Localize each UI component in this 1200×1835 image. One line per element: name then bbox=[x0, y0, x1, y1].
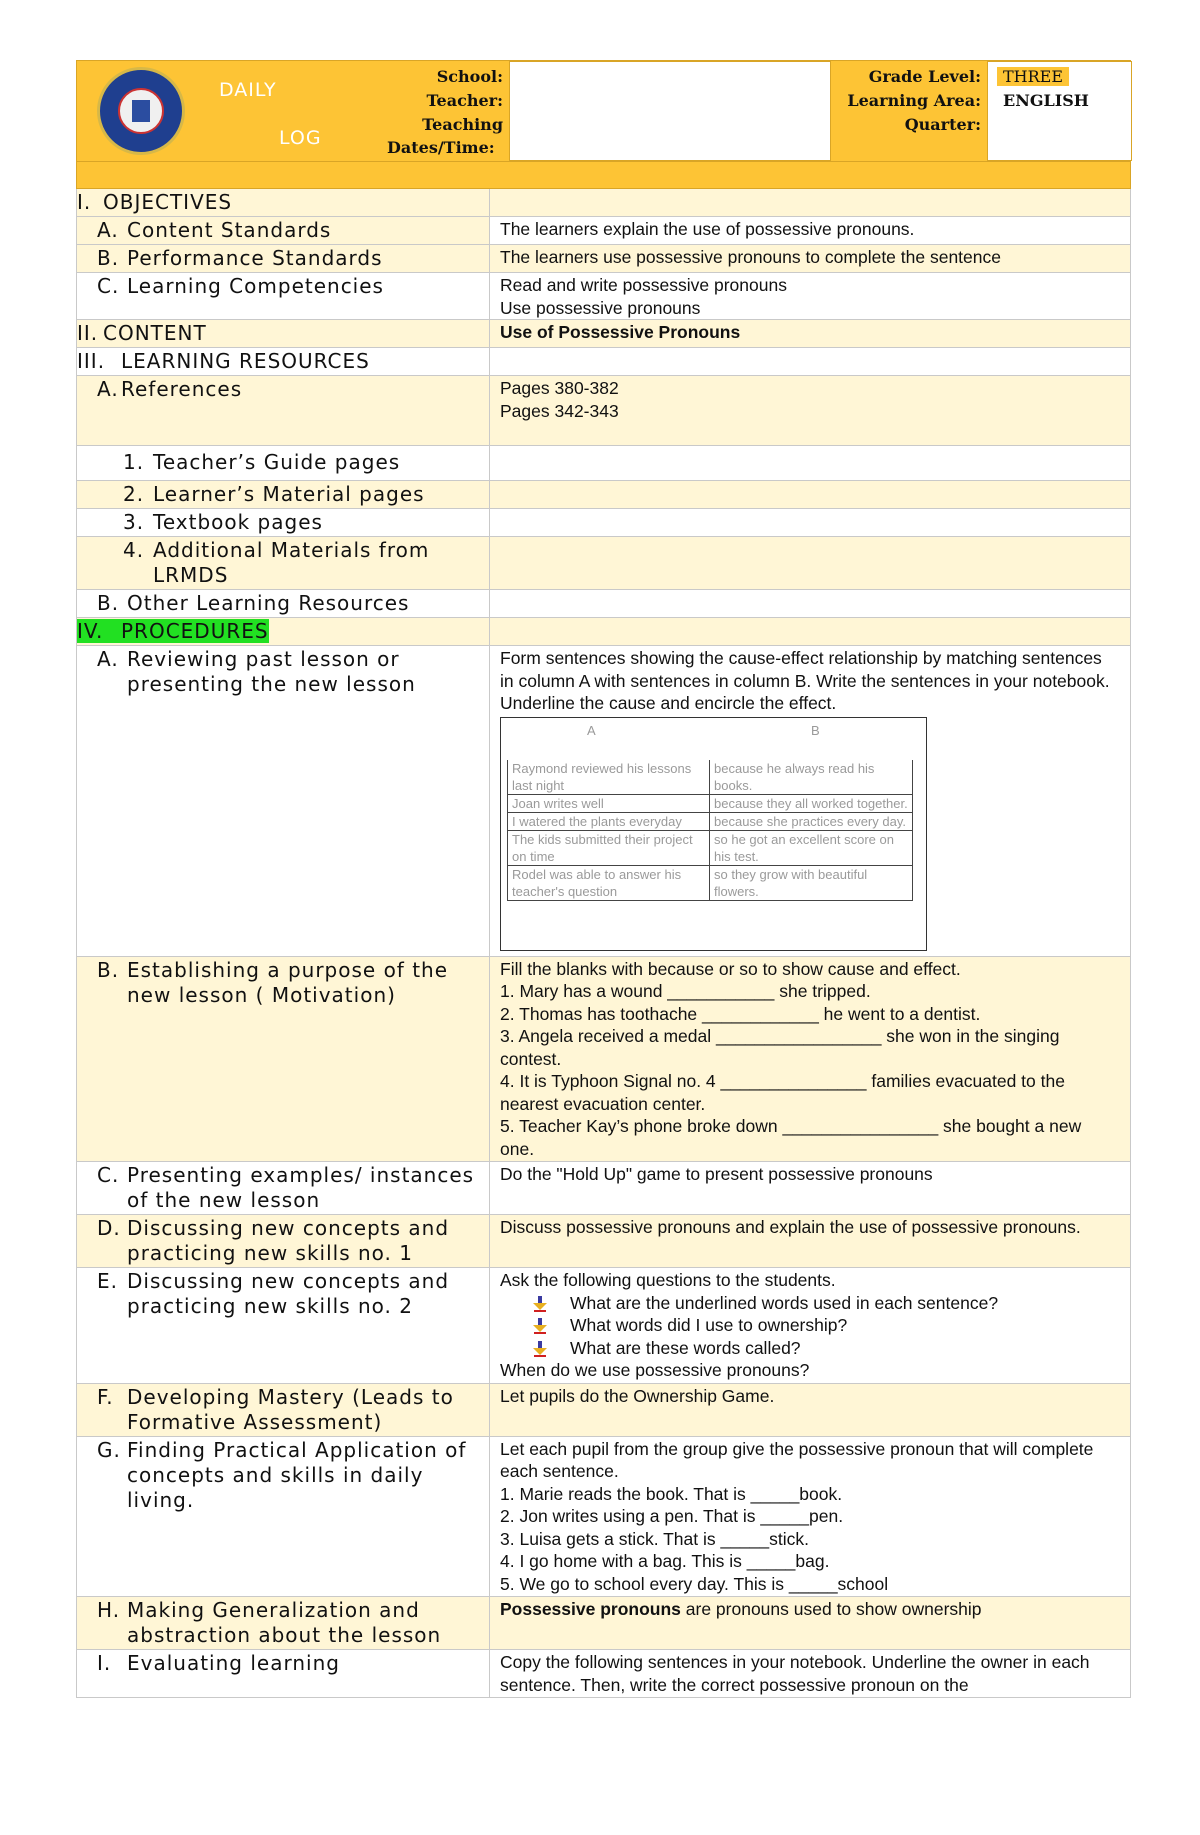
procedure-i-row bbox=[76, 1650, 1131, 1698]
cause-cell: Joan writes well bbox=[508, 795, 710, 812]
performance-standards-row bbox=[76, 245, 1131, 273]
procedure-b-content: Fill the blanks with because or so to show cause and effect. 1. Mary has a wound ___________ she tripped. 2. Thomas has toothache ____________ he went to a dentist. 3. Angela received a medal _________________ she won in the singing contest. 4. It is Typhoon Signal no. 4 _______________ families evacuated to the nearest evacuation center. 5. Teacher Kay’s phone broke down ________________ she bought a new one. bbox=[490, 957, 1131, 1162]
procedure-h-label: H. Making Generalization and abstraction about the lesson bbox=[76, 1597, 490, 1649]
procedure-b-row bbox=[76, 957, 1131, 1163]
other-resources-label: B. Other Learning Resources bbox=[76, 590, 490, 617]
references-label: A. References bbox=[76, 376, 490, 445]
additional-materials-row bbox=[76, 537, 1131, 590]
cause-effect-grid bbox=[507, 760, 913, 901]
objectives-heading: I. OBJECTIVES bbox=[76, 189, 490, 216]
learning-competencies-value: Read and write possessive pronouns Use possessive pronouns bbox=[490, 273, 1131, 319]
log-title: LOG bbox=[279, 127, 322, 149]
effect-cell: so they grow with beautiful flowers. bbox=[714, 866, 868, 899]
content-standards-value: The learners explain the use of possessive pronouns. bbox=[490, 217, 1131, 244]
cause-cell: The kids submitted their project on time bbox=[508, 831, 710, 865]
additional-materials-label: 4. Additional Materials from LRMDS bbox=[76, 537, 490, 589]
procedure-a-row bbox=[76, 646, 1131, 957]
grade-level-label: Grade Level: bbox=[868, 67, 981, 86]
procedures-heading: IV. PROCEDURES bbox=[76, 618, 490, 645]
school-label: School: bbox=[436, 67, 503, 86]
grade-level-value: THREE bbox=[997, 67, 1069, 86]
procedure-d-text: Discuss possessive pronouns and explain the use of possessive pronouns. bbox=[490, 1215, 1131, 1267]
effect-cell: because they all worked together. bbox=[714, 795, 908, 811]
cause-effect-row bbox=[508, 760, 912, 795]
question-bullet: What words did I use to ownership? bbox=[500, 1314, 1120, 1337]
content-standards-row bbox=[76, 217, 1131, 245]
teachers-guide-row bbox=[76, 446, 1131, 481]
procedures-row bbox=[76, 618, 1131, 646]
dates-label-2: Dates/Time: bbox=[387, 138, 495, 157]
procedure-i-label: I. Evaluating learning bbox=[76, 1650, 490, 1697]
procedure-e-row bbox=[76, 1268, 1131, 1384]
learning-area-label: Learning Area: bbox=[847, 91, 981, 110]
procedure-a-text: Form sentences showing the cause-effect relationship by matching sentences in column A with sentences in column B. Write the sentences in your notebook. Underline the cause and encircle the effect. bbox=[500, 648, 1110, 713]
learning-resources-row bbox=[76, 348, 1131, 376]
procedure-a-content bbox=[490, 646, 1131, 956]
references-value: Pages 380-382 Pages 342-343 bbox=[490, 376, 1131, 445]
procedure-h-text: Possessive pronouns are pronouns used to show ownership bbox=[490, 1597, 1131, 1649]
procedure-d-label: D. Discussing new concepts and practicing new skills no. 1 bbox=[76, 1215, 490, 1267]
performance-standards-label: B. Performance Standards bbox=[76, 245, 490, 272]
procedure-d-row bbox=[76, 1215, 1131, 1268]
procedure-c-text: Do the "Hold Up" game to present possessive pronouns bbox=[490, 1162, 1131, 1214]
question-bullet: What are the underlined words used in each sentence? bbox=[500, 1292, 1120, 1315]
content-row bbox=[76, 320, 1131, 348]
teachers-guide-label: 1. Teacher’s Guide pages bbox=[76, 446, 490, 480]
quarter-label: Quarter: bbox=[904, 115, 981, 134]
deped-seal-icon bbox=[97, 67, 185, 155]
cause-effect-row bbox=[508, 866, 912, 901]
cause-cell: Raymond reviewed his lessons last night bbox=[508, 760, 710, 794]
arrow-bullet-icon bbox=[532, 1314, 570, 1337]
learning-area-value: ENGLISH bbox=[1003, 91, 1089, 110]
content-standards-label: A. Content Standards bbox=[76, 217, 490, 244]
procedure-c-row bbox=[76, 1162, 1131, 1215]
procedure-g-row bbox=[76, 1437, 1131, 1598]
cause-effect-head-a: A bbox=[587, 722, 596, 738]
dates-label-1: Teaching bbox=[422, 115, 503, 134]
procedure-f-text: Let pupils do the Ownership Game. bbox=[490, 1384, 1131, 1436]
procedure-g-content: Let each pupil from the group give the possessive pronoun that will complete each sentence. 1. Marie reads the book. That is _____book. 2. Jon writes using a pen. That is _____pen. 3. Luisa gets a stick. That is _____stick. 4. I go home with a bag. This is _____bag. 5. We go to school every day. This is _____school bbox=[490, 1437, 1131, 1597]
cause-cell: I watered the plants everyday bbox=[508, 813, 710, 830]
learning-resources-heading: III. LEARNING RESOURCES bbox=[76, 348, 490, 375]
arrow-bullet-icon bbox=[532, 1337, 570, 1360]
header-fields bbox=[357, 61, 1132, 161]
procedure-h-row bbox=[76, 1597, 1131, 1650]
daily-log-page bbox=[76, 60, 1131, 1698]
procedure-g-label: G. Finding Practical Application of concepts and skills in daily living. bbox=[76, 1437, 490, 1597]
cause-effect-table bbox=[500, 717, 927, 951]
learning-competencies-row bbox=[76, 273, 1131, 320]
cause-effect-row bbox=[508, 813, 912, 831]
other-resources-row bbox=[76, 590, 1131, 618]
objectives-row bbox=[76, 189, 1131, 217]
cause-effect-head-b: B bbox=[811, 722, 820, 738]
question-bullet: What are these words called? bbox=[500, 1337, 1120, 1360]
header-divider-bar bbox=[76, 162, 1131, 189]
content-value: Use of Possessive Pronouns bbox=[490, 320, 1131, 347]
procedure-e-label: E. Discussing new concepts and practicing new skills no. 2 bbox=[76, 1268, 490, 1383]
procedure-e-content: Ask the following questions to the students. What are the underlined words used in each sentence? What words did I use to ownership? What are these words called? When do we use possessive pronouns? bbox=[490, 1268, 1131, 1383]
learners-material-row bbox=[76, 481, 1131, 509]
textbook-label: 3. Textbook pages bbox=[76, 509, 490, 536]
content-heading: II. CONTENT bbox=[76, 320, 490, 347]
cause-cell: Rodel was able to answer his teacher's question bbox=[508, 866, 710, 900]
header-banner bbox=[76, 60, 1131, 162]
effect-cell: so he got an excellent score on his test. bbox=[714, 831, 894, 864]
procedure-b-label: B. Establishing a purpose of the new lesson ( Motivation) bbox=[76, 957, 490, 1162]
procedure-f-label: F. Developing Mastery (Leads to Formative Assessment) bbox=[76, 1384, 490, 1436]
procedure-a-label: A. Reviewing past lesson or presenting the new lesson bbox=[76, 646, 490, 956]
arrow-bullet-icon bbox=[532, 1292, 570, 1315]
performance-standards-value: The learners use possessive pronouns to complete the sentence bbox=[490, 245, 1131, 272]
learners-material-label: 2. Learner’s Material pages bbox=[76, 481, 490, 508]
header-value-area bbox=[509, 61, 831, 161]
effect-cell: because he always read his books. bbox=[714, 760, 875, 793]
cause-effect-row bbox=[508, 795, 912, 813]
daily-title: DAILY bbox=[219, 79, 277, 101]
procedure-i-text: Copy the following sentences in your notebook. Underline the owner in each sentence. Then, write the correct possessive pronoun on the bbox=[490, 1650, 1131, 1697]
effect-cell: because she practices every day. bbox=[714, 813, 906, 829]
cause-effect-row bbox=[508, 831, 912, 866]
references-row bbox=[76, 376, 1131, 446]
teacher-label: Teacher: bbox=[426, 91, 503, 110]
procedure-f-row bbox=[76, 1384, 1131, 1437]
textbook-row bbox=[76, 509, 1131, 537]
procedure-c-label: C. Presenting examples/ instances of the new lesson bbox=[76, 1162, 490, 1214]
learning-competencies-label: C. Learning Competencies bbox=[76, 273, 490, 319]
